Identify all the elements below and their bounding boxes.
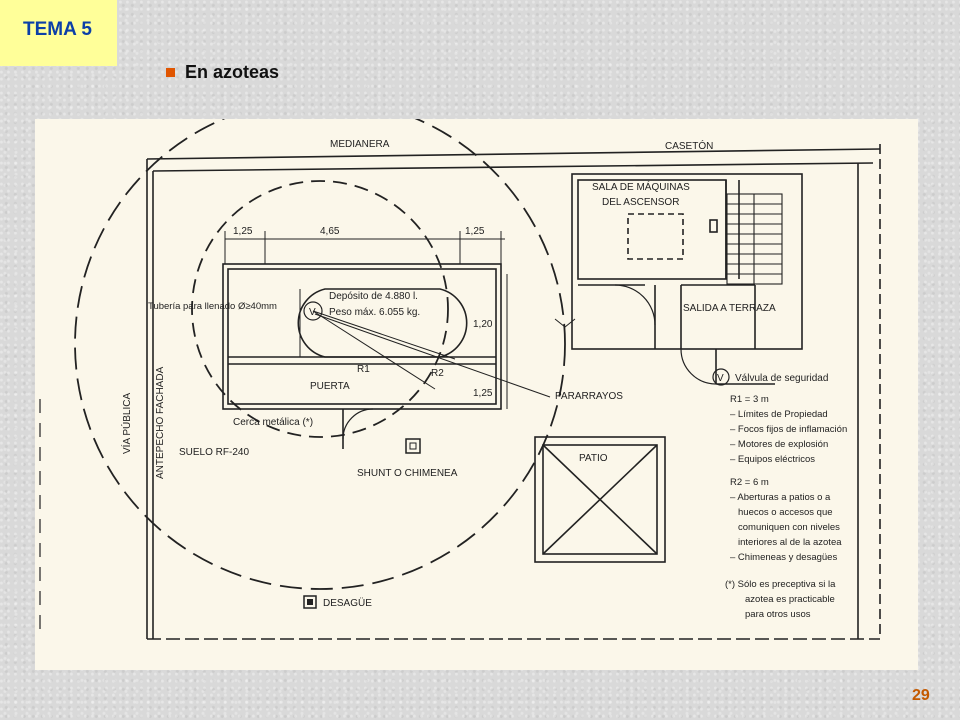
legend-line: interiores al de la azotea (738, 537, 842, 548)
staircase (727, 194, 782, 284)
safety-valve-label: Válvula de seguridad (735, 373, 829, 384)
page-number: 29 (912, 687, 930, 704)
dimension-label: 1,25 (233, 226, 253, 237)
caseton-label: CASETÓN (665, 141, 714, 152)
legend-line: R1 = 3 m (730, 394, 769, 405)
dimension-label: 4,65 (320, 226, 340, 237)
dimension-label: 1,25 (473, 388, 493, 399)
tank-weight-label: Peso máx. 6.055 kg. (329, 307, 421, 318)
section-heading (166, 60, 279, 84)
drain-label: DESAGÜE (323, 598, 372, 609)
r2-label: R2 (431, 368, 444, 379)
r2-safety-radius (75, 119, 565, 589)
legend-line: (*) Sólo es preceptiva si la (725, 579, 836, 590)
chimney-label: SHUNT O CHIMENEA (357, 468, 458, 479)
terrace-exit-label: SALIDA A TERRAZA (683, 303, 776, 314)
topic-label: TEMA 5 (0, 0, 117, 66)
dimension-label: 1,20 (473, 319, 493, 330)
shunt-chimney-icon (406, 439, 420, 453)
facade-parapet-label: ANTEPECHO FACHADA (155, 366, 166, 479)
section-title: En azoteas (185, 61, 280, 82)
patio-label: PATIO (579, 453, 608, 464)
legend-line: R2 = 6 m (730, 477, 769, 488)
machine-room-label-2: DEL ASCENSOR (602, 197, 680, 208)
medianera-label: MEDIANERA (330, 139, 390, 150)
legend-line: – Límites de Propiedad (730, 409, 828, 420)
fence-label: Cerca metálica (*) (233, 417, 314, 428)
legend-line: – Chimeneas y desagües (730, 552, 838, 563)
lightning-rod-label: PARARRAYOS (555, 391, 623, 402)
legend-line: comuniquen con niveles (738, 522, 840, 533)
safety-valve-symbol-label: V (717, 373, 724, 384)
valve-symbol-label: V (309, 307, 316, 318)
bullet-square-icon (166, 68, 175, 77)
rooftop-plan-diagram (35, 119, 918, 670)
legend-line: azotea es practicable (745, 594, 835, 605)
legend-line: – Equipos eléctricos (730, 454, 816, 465)
r1-label: R1 (357, 364, 370, 375)
floor-label: SUELO RF-240 (179, 447, 250, 458)
legend-line: – Focos fijos de inflamación (730, 424, 848, 435)
legend (725, 394, 847, 620)
tank-capacity-label: Depósito de 4.880 l. (329, 291, 418, 302)
dimension-label: 1,25 (465, 226, 485, 237)
legend-line: – Motores de explosión (730, 439, 829, 450)
public-road-label: VÍA PÚBLICA (122, 392, 133, 454)
fill-pipe-label: Tubería para llenado Ø≥40mm (148, 301, 277, 312)
dimension-lines (225, 231, 507, 409)
door-label: PUERTA (310, 381, 350, 392)
machine-room-label: SALA DE MÁQUINAS (592, 182, 690, 193)
legend-line: huecos o accesos que (738, 507, 833, 518)
legend-line: – Aberturas a patios o a (730, 492, 831, 503)
legend-line: para otros usos (745, 609, 811, 620)
